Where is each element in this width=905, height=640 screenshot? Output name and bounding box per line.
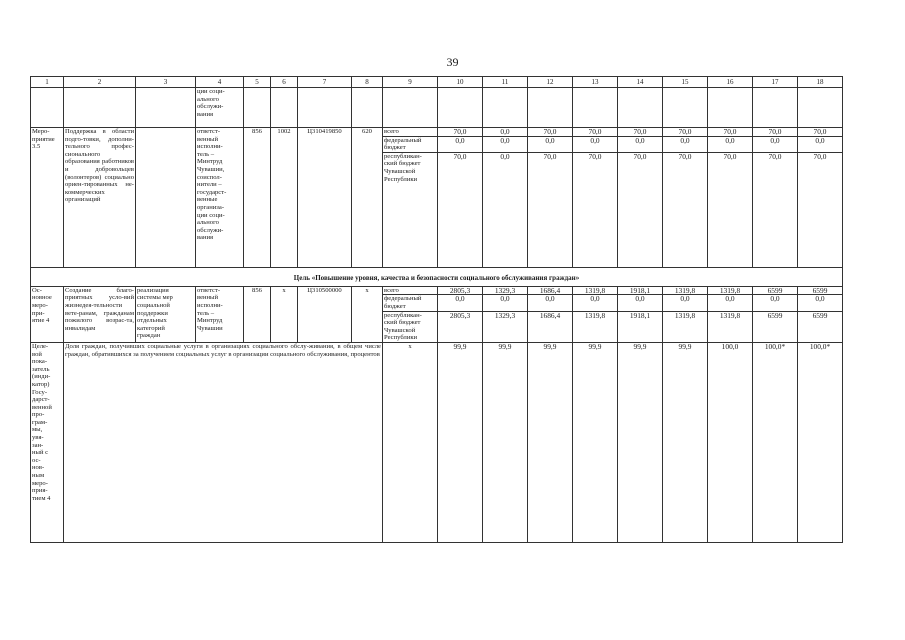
- col-number: 16: [708, 77, 753, 88]
- value-cell: 70,0: [573, 128, 618, 137]
- grbs-code: 856: [244, 128, 271, 268]
- col-number: 2: [64, 77, 136, 88]
- value-cell: 2805,3: [438, 311, 483, 342]
- rzpr-code: х: [271, 286, 298, 342]
- col-number: 10: [438, 77, 483, 88]
- value-cell: 0,0: [663, 295, 708, 311]
- indicator-text: Доля граждан, получивших социальные услуги в организациях социального обслу-живания, в общем числе граждан, обратившихся за получением социальных услуг в организации социального обслуживания, процентов: [64, 342, 383, 542]
- funding-source: федеральный бюджет: [383, 136, 438, 152]
- value-cell: 0,0: [708, 136, 753, 152]
- vr-code: х: [352, 286, 383, 342]
- col-number: 15: [663, 77, 708, 88]
- value-cell: 70,0: [528, 152, 573, 267]
- col-number: 13: [573, 77, 618, 88]
- goal-row: [31, 267, 843, 286]
- indicator-value: 100,0*: [753, 342, 798, 542]
- event-3-5-row-total: [31, 128, 843, 137]
- col-number: 7: [298, 77, 352, 88]
- value-cell: 1686,4: [528, 311, 573, 342]
- value-cell: 1329,3: [483, 311, 528, 342]
- event-label: Меро- приятие 3.5: [31, 128, 64, 268]
- column-number-row: [31, 77, 843, 88]
- rzpr-code: 1002: [271, 128, 298, 268]
- value-cell: 70,0: [798, 128, 843, 137]
- value-cell: 1319,8: [708, 286, 753, 295]
- value-cell: 0,0: [618, 136, 663, 152]
- value-cell: 70,0: [438, 152, 483, 267]
- col-number: 8: [352, 77, 383, 88]
- value-cell: 0,0: [753, 136, 798, 152]
- indicator-value: 100,0*: [798, 342, 843, 542]
- value-cell: 70,0: [618, 152, 663, 267]
- value-cell: 1918,1: [618, 311, 663, 342]
- value-cell: 0,0: [618, 295, 663, 311]
- col-number: 17: [753, 77, 798, 88]
- value-cell: 70,0: [663, 152, 708, 267]
- funding-source: федеральный бюджет: [383, 295, 438, 311]
- value-cell: 0,0: [798, 136, 843, 152]
- value-cell: 0,0: [483, 136, 528, 152]
- col-number: 12: [528, 77, 573, 88]
- value-cell: 1686,4: [528, 286, 573, 295]
- value-cell: 1319,8: [708, 311, 753, 342]
- value-cell: 70,0: [798, 152, 843, 267]
- goal-heading: Цель «Повышение уровня, качества и безопасности социального обслуживания граждан»: [31, 267, 843, 286]
- value-cell: 70,0: [528, 128, 573, 137]
- main-event-4-row-total: [31, 286, 843, 295]
- value-cell: 6599: [798, 286, 843, 295]
- value-cell: 2805,3: [438, 286, 483, 295]
- value-cell: 0,0: [663, 136, 708, 152]
- value-cell: 70,0: [573, 152, 618, 267]
- col-number: 11: [483, 77, 528, 88]
- indicator-value: 99,9: [618, 342, 663, 542]
- value-cell: 0,0: [483, 295, 528, 311]
- value-cell: 0,0: [573, 136, 618, 152]
- value-cell: 0,0: [528, 136, 573, 152]
- vr-code: 620: [352, 128, 383, 268]
- csr-code: Ц310500000: [298, 286, 352, 342]
- col-number: 18: [798, 77, 843, 88]
- csr-code: Ц310419850: [298, 128, 352, 268]
- value-cell: 1319,8: [663, 311, 708, 342]
- col-number: 3: [136, 77, 196, 88]
- funding-source: республикан- ский бюджет Чувашской Республики: [383, 152, 438, 267]
- value-cell: 0,0: [483, 128, 528, 137]
- main-event-label: Ос- новное меро- при- ятие 4: [31, 286, 64, 342]
- col-number: 4: [196, 77, 244, 88]
- budget-table: [30, 76, 843, 543]
- col-number: 9: [383, 77, 438, 88]
- value-cell: 1319,8: [573, 286, 618, 295]
- indicator-label: Целе- вой пока- затель (инди- катор) Госу- дарст- венной про- грам- мы, увя- зан- ный с ос- нов- ным меро- прия- тием 4: [31, 342, 64, 542]
- value-cell: 1918,1: [618, 286, 663, 295]
- indicator-row: [31, 342, 843, 542]
- event-title: Поддержка в области подго-товки, дополни-тельного профес-сионального образования работников и добровольцев (волонтеров) социально ориен-тированных не-коммерческих организаций: [64, 128, 136, 268]
- value-cell: 70,0: [753, 152, 798, 267]
- continued-executor: ции соци- ального обслужи- вания: [196, 88, 244, 128]
- col-number: 6: [271, 77, 298, 88]
- value-cell: 70,0: [753, 128, 798, 137]
- indicator-value: 99,9: [528, 342, 573, 542]
- value-cell: 0,0: [708, 295, 753, 311]
- funding-source: всего: [383, 128, 438, 137]
- funding-source: республикан- ский бюджет Чувашской Республики: [383, 311, 438, 342]
- indicator-x: х: [383, 342, 438, 542]
- grbs-code: 856: [244, 286, 271, 342]
- value-cell: 70,0: [438, 128, 483, 137]
- indicator-value: 99,9: [573, 342, 618, 542]
- indicator-value: 99,9: [438, 342, 483, 542]
- event-executor: ответст- венный исполни- тель – Минтруд Чувашии, соиспол- нители – государст- венные организа- ции соци- ального обслужи- вания: [196, 128, 244, 268]
- value-cell: 0,0: [483, 152, 528, 267]
- value-cell: 6599: [798, 311, 843, 342]
- continuation-row: [31, 88, 843, 128]
- page-number: 39: [446, 55, 459, 69]
- indicator-value: 99,9: [663, 342, 708, 542]
- col-number: 14: [618, 77, 663, 88]
- funding-source: всего: [383, 286, 438, 295]
- value-cell: 1319,8: [573, 311, 618, 342]
- col-number: 5: [244, 77, 271, 88]
- col-number: 1: [31, 77, 64, 88]
- value-cell: 0,0: [753, 295, 798, 311]
- main-event-goal: реализация системы мер социальной поддержки отдельных категорий граждан: [136, 286, 196, 342]
- value-cell: 70,0: [618, 128, 663, 137]
- indicator-value: 100,0: [708, 342, 753, 542]
- value-cell: 0,0: [573, 295, 618, 311]
- value-cell: 1329,3: [483, 286, 528, 295]
- value-cell: 0,0: [438, 295, 483, 311]
- value-cell: 0,0: [798, 295, 843, 311]
- value-cell: 70,0: [708, 152, 753, 267]
- main-event-executor: ответст- венный исполни- тель – Минтруд Чувашии: [196, 286, 244, 342]
- value-cell: 6599: [753, 286, 798, 295]
- value-cell: 70,0: [663, 128, 708, 137]
- indicator-value: 99,9: [483, 342, 528, 542]
- value-cell: 0,0: [438, 136, 483, 152]
- value-cell: 1319,8: [663, 286, 708, 295]
- value-cell: 70,0: [708, 128, 753, 137]
- value-cell: 6599: [753, 311, 798, 342]
- main-event-title: Создание благо-приятных усло-вий жизнедея-тельности вете-ранам, гражданам пожилого возрас-та, инвалидам: [64, 286, 136, 342]
- value-cell: 0,0: [528, 295, 573, 311]
